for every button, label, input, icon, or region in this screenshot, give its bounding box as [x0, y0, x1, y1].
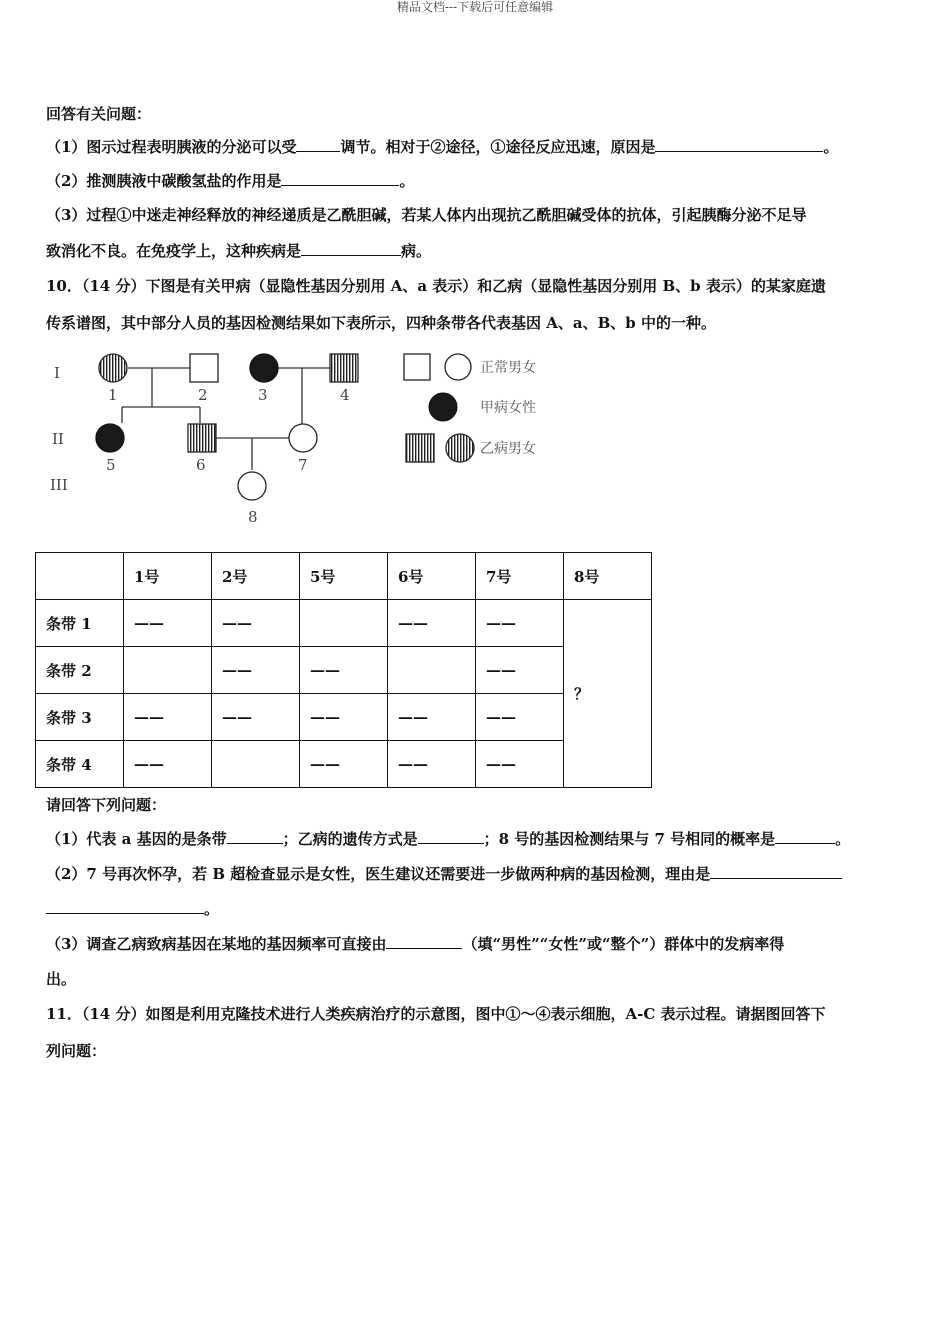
- q10-sub1-text-c: ；8 号的基因检测结果与 7 号相同的概率是: [483, 830, 776, 848]
- blank[interactable]: [655, 137, 823, 152]
- legend-normal-female: [445, 354, 471, 380]
- legend-normal-male: [404, 354, 430, 380]
- member-6-label: 6: [196, 456, 206, 474]
- member-1-symbol: [99, 354, 127, 382]
- q9-intro: 回答有关问题：: [46, 105, 152, 123]
- table-row: [36, 741, 652, 788]
- legend-normal-label: 正常男女: [480, 360, 536, 376]
- blank[interactable]: [418, 829, 484, 844]
- table-cell: [300, 600, 388, 647]
- table-cell: ——: [212, 647, 300, 694]
- q9-part2: [46, 171, 414, 191]
- q10-sub1: [46, 829, 850, 849]
- gen-label-I: I: [54, 364, 60, 382]
- table-cell: [212, 741, 300, 788]
- q10-sub3-line2: 出。: [46, 970, 77, 988]
- blank[interactable]: [281, 171, 399, 186]
- q10-sub1-text-b: ；乙病的遗传方式是: [282, 830, 418, 848]
- legend-disease-b-female: [446, 434, 474, 462]
- legend-disease-a-label: 甲病女性: [480, 400, 536, 416]
- table-cell: ——: [476, 647, 564, 694]
- row-label: 条带 1: [36, 600, 124, 647]
- blank[interactable]: [386, 934, 462, 949]
- member-2-symbol: [190, 354, 218, 382]
- table-cell: ——: [388, 694, 476, 741]
- table-header-cell: 2号: [212, 553, 300, 600]
- q9-part1-text-b: 调节。相对于②途径，①途径反应迅速，原因是: [340, 138, 656, 156]
- member-8-symbol: [238, 472, 266, 500]
- q10-sub1-text-a: （1）代表 a 基因的是条带: [46, 830, 227, 848]
- q10-sub2-text-a: （2）7 号再次怀孕，若 B 超检查显示是女性，医生建议还需要进一步做两种病的基因检测，理由是: [46, 865, 711, 883]
- member-4-label: 4: [340, 386, 350, 404]
- pedigree-chart: [40, 340, 580, 530]
- member-7-symbol: [289, 424, 317, 452]
- row-label: 条带 3: [36, 694, 124, 741]
- table-header-cell: 7号: [476, 553, 564, 600]
- q10-sub2-line1: [46, 864, 842, 884]
- table-header-cell: 6号: [388, 553, 476, 600]
- member-7-label: 7: [298, 456, 308, 474]
- table-header-cell: 5号: [300, 553, 388, 600]
- q10-ask: 请回答下列问题：: [46, 796, 167, 814]
- q9-part2-text-b: 。: [399, 172, 415, 190]
- q10-sub1-text-d: 。: [835, 830, 851, 848]
- q10-sub2-line2: [46, 899, 219, 919]
- table-cell: ——: [124, 741, 212, 788]
- row-label: 条带 2: [36, 647, 124, 694]
- member-8-result-cell: ？: [564, 600, 652, 788]
- q9-part2-text-a: （2）推测胰液中碳酸氢盐的作用是: [46, 172, 282, 190]
- member-6-symbol: [188, 424, 216, 452]
- member-5-symbol: [96, 424, 124, 452]
- q9-part1-text-c: 。: [823, 138, 839, 156]
- q9-part1-text-a: （1）图示过程表明胰液的分泌可以受: [46, 138, 297, 156]
- table-cell: ——: [300, 741, 388, 788]
- table-row: [36, 600, 652, 647]
- q9-part3-text-b: 致消化不良。在免疫学上，这种疾病是: [46, 242, 302, 260]
- member-4-symbol: [330, 354, 358, 382]
- table-cell: ——: [300, 647, 388, 694]
- table-row: [36, 694, 652, 741]
- table-cell: ——: [388, 600, 476, 647]
- blank[interactable]: [46, 899, 204, 914]
- q10-sub3-line1: [46, 934, 784, 954]
- member-8-label: 8: [248, 508, 258, 526]
- table-cell: ——: [212, 694, 300, 741]
- table-cell: ——: [212, 600, 300, 647]
- table-cell: ——: [476, 600, 564, 647]
- q10-sub2-text-b: 。: [204, 900, 220, 918]
- blank[interactable]: [775, 829, 835, 844]
- table-header-cell: 1号: [124, 553, 212, 600]
- gen-label-III: III: [50, 476, 68, 494]
- member-5-label: 5: [106, 456, 116, 474]
- table-cell: [124, 647, 212, 694]
- table-cell: ——: [476, 694, 564, 741]
- blank[interactable]: [301, 241, 401, 256]
- member-1-label: 1: [108, 386, 118, 404]
- table-row: [36, 647, 652, 694]
- q9-part3-text-c: 病。: [401, 242, 432, 260]
- table-header-cell: [36, 553, 124, 600]
- table-header-cell: 8号: [564, 553, 652, 600]
- legend-disease-a-female: [429, 393, 457, 421]
- member-3-label: 3: [258, 386, 268, 404]
- legend-disease-b-male: [406, 434, 434, 462]
- table-cell: [388, 647, 476, 694]
- row-label: 条带 4: [36, 741, 124, 788]
- blank[interactable]: [296, 137, 340, 152]
- gen-label-II: II: [52, 430, 64, 448]
- q10-sub3-text-b: （填“男性”“女性”或“整个”）群体中的发病率得: [462, 935, 785, 953]
- page-header: 精品文档---下载后可任意编辑: [396, 0, 554, 14]
- q10-sub3-text-a: （3）调查乙病致病基因在某地的基因频率可直接由: [46, 935, 387, 953]
- table-header-row: [36, 553, 652, 600]
- gene-band-table: [35, 552, 652, 788]
- blank[interactable]: [227, 829, 283, 844]
- q11-stem-line1: 11．（14 分）如图是利用克隆技术进行人类疾病治疗的示意图，图中①～④表示细胞，A-C 表示过程。请据图回答下: [46, 1005, 826, 1023]
- table-cell: ——: [300, 694, 388, 741]
- member-2-label: 2: [198, 386, 208, 404]
- table-cell: ——: [388, 741, 476, 788]
- q9-part3-line1: （3）过程①中迷走神经释放的神经递质是乙酰胆碱，若某人体内出现抗乙酰胆碱受体的抗体，引起胰酶分泌不足导: [46, 206, 807, 224]
- q10-stem-line2: 传系谱图，其中部分人员的基因检测结果如下表所示，四种条带各代表基因 A、a、B、b 中的一种。: [46, 314, 716, 332]
- blank[interactable]: [710, 864, 842, 879]
- legend-disease-b-label: 乙病男女: [480, 441, 536, 457]
- q10-stem-line1: 10．（14 分）下图是有关甲病（显隐性基因分别用 A、a 表示）和乙病（显隐性基因分别用 B、b 表示）的某家庭遗: [46, 277, 826, 295]
- q11-stem-line2: 列问题：: [46, 1042, 107, 1060]
- q9-part1: [46, 137, 838, 157]
- table-cell: ——: [124, 694, 212, 741]
- q9-part3-line2: [46, 241, 431, 261]
- table-cell: ——: [124, 600, 212, 647]
- table-cell: ——: [476, 741, 564, 788]
- member-3-symbol: [250, 354, 278, 382]
